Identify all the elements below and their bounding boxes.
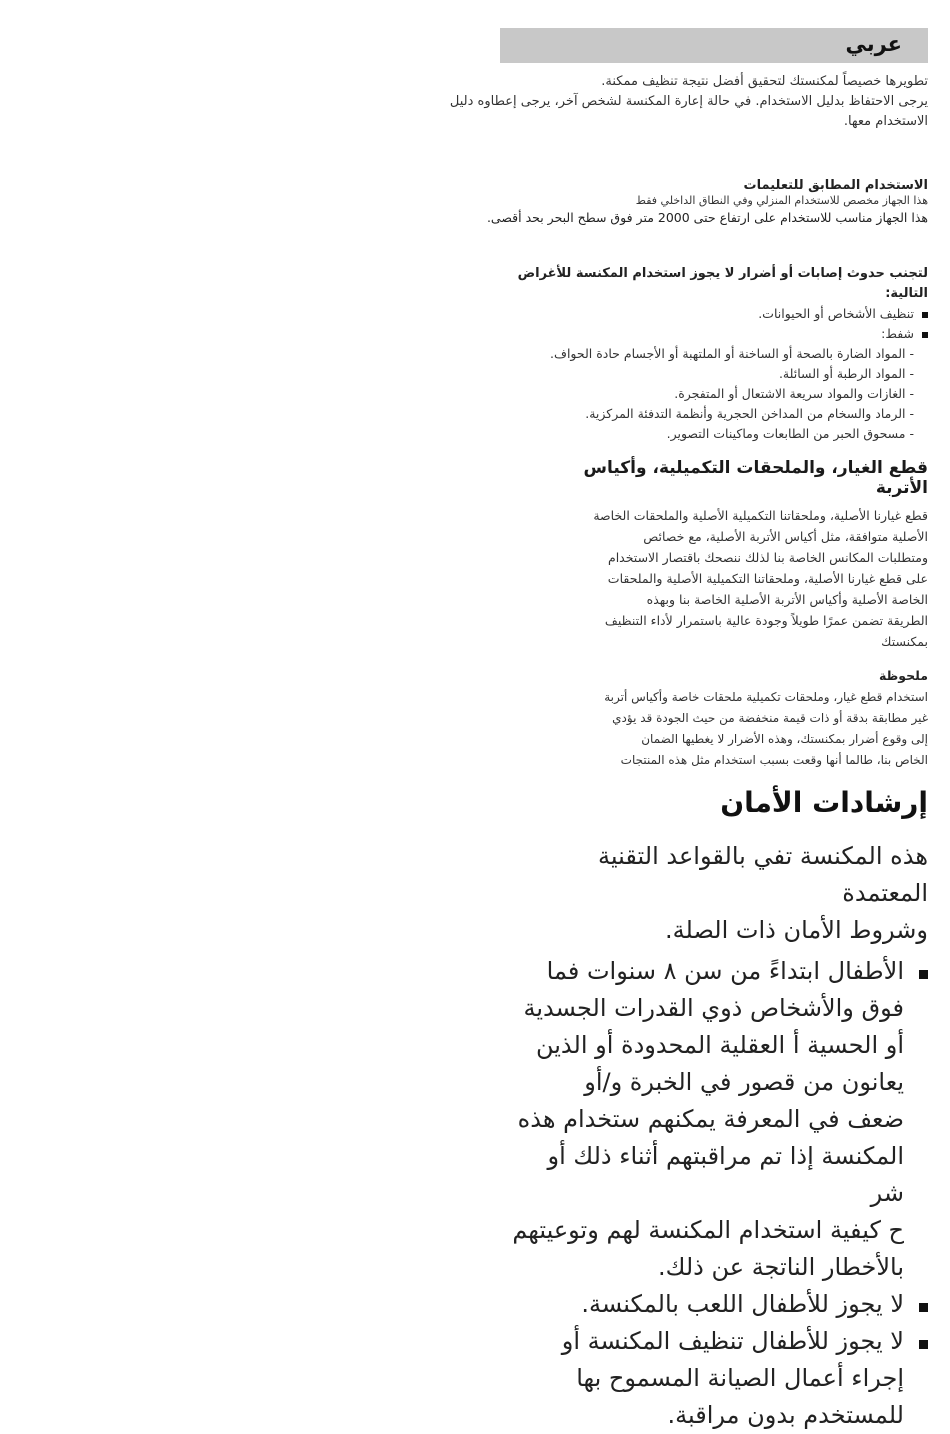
sub-list-item: - الرماد والسخام من المداخن الحجرية وأنظمة التدفئة المركزية.: [585, 406, 914, 421]
proper-use-line: هذا الجهاز مناسب للاستخدام على ارتفاع حتى 2000 متر فوق سطح البحر بحد أقصى.: [486, 210, 928, 225]
paragraph-line: وشروط الأمان ذات الصلة.: [665, 916, 928, 944]
paragraph-line: إلى وقوع أضرار بمكنستك، وهذه الأضرار لا يغطيها الضمان: [641, 732, 928, 746]
paragraph-line: الخاص بنا، طالما أنها وقعت بسبب استخدام مثل هذه المنتجات: [620, 753, 928, 767]
proper-use-heading: الاستخدام المطابق للتعليمات: [743, 178, 928, 193]
list-item: [508, 1286, 928, 1323]
paragraph-line: الخاصة الأصلية وأكياس الأتربة الأصلية الخاصة بنا وبهذه: [646, 592, 928, 607]
accessories-heading: قطع الغيار، والملحقات التكميلية، وأكياس الأتربة: [583, 458, 928, 498]
intro-line: تطويرها خصيصاً لمكنستك لتحقيق أفضل نتيجة تنظيف ممكنة.: [601, 74, 928, 89]
sub-list-item: - مسحوق الحبر من الطابعات وماكينات التصوير.: [666, 426, 914, 441]
paragraph-line: لا يجوز للأطفال تنظيف المكنسة أو: [561, 1327, 904, 1355]
paragraph-line: لا يجوز للأطفال اللعب بالمكنسة.: [581, 1290, 904, 1318]
language-header-bar: [500, 28, 928, 63]
paragraph-line: أو الحسية أ العقلية المحدودة أو الذين: [535, 1031, 904, 1059]
intro-paragraph: [428, 72, 928, 132]
prohibited-heading: لتجنب حدوث إصابات أو أضرار لا يجوز استخدام المكنسة للأغراض التالية:: [517, 266, 928, 301]
paragraph-line: المكنسة إذا تم مراقبتهم أثناء ذلك أو شر: [547, 1142, 904, 1207]
paragraph-line: بمكنستك: [881, 634, 928, 649]
paragraph-line: ح كيفية استخدام المكنسة لهم وتوعيتهم: [512, 1216, 904, 1244]
intro-line: يرجى الاحتفاظ بدليل الاستخدام. في حالة إعارة المكنسة لشخص آخر، يرجى إعطاوه دليل: [449, 94, 928, 109]
paragraph-line: فوق والأشخاص ذوي القدرات الجسدية: [523, 994, 904, 1022]
paragraph-line: يعانون من قصور في الخبرة و/أو: [584, 1068, 904, 1096]
paragraph-line: إجراء أعمال الصيانة المسموح بها: [576, 1364, 904, 1392]
paragraph-line: قطع غيارنا الأصلية، وملحقاتنا التكميلية الأصلية والملحقات الخاصة: [593, 508, 928, 523]
proper-use-section: [408, 178, 928, 227]
note-section: [528, 668, 928, 771]
list-item: [508, 1323, 928, 1434]
accessories-heading-block: [528, 458, 928, 498]
prohibited-use-section: [488, 264, 928, 444]
sub-list-item: - المواد الضارة بالصحة أو الساخنة أو الملتهبة أو الأجسام حادة الحواف.: [550, 346, 914, 361]
intro-line: الاستخدام معها.: [843, 114, 928, 129]
paragraph-line: الطريقة تضمن عمرًا طويلاً وجودة عالية باستمرار لأداء التنظيف: [604, 613, 928, 628]
paragraph-line: هذه المكنسة تفي بالقواعد التقنية المعتمدة: [598, 842, 928, 907]
paragraph-line: الأطفال ابتداءً من سن ٨ سنوات فما: [546, 957, 904, 985]
note-heading: ملحوظة: [878, 668, 928, 683]
safety-section: [508, 838, 928, 1434]
sub-list-item: - الغازات والمواد سريعة الاشتعال أو المتفجرة.: [674, 386, 914, 401]
paragraph-line: على قطع غيارنا الأصلية، وملحقاتنا التكميلية الأصلية والملحقات: [607, 571, 928, 586]
safety-intro: [508, 838, 928, 949]
accessories-paragraph: [528, 505, 928, 652]
list-item: تنظيف الأشخاص أو الحيوانات.: [488, 304, 928, 324]
list-item: شفط:: [488, 324, 928, 344]
paragraph-line: الأصلية متوافقة، مثل أكياس الأتربة الأصلية، مع خصائص: [643, 529, 928, 544]
sub-list-item: - المواد الرطبة أو السائلة.: [778, 366, 914, 381]
paragraph-line: للمستخدم بدون مراقبة.: [667, 1401, 904, 1429]
paragraph-line: ومتطلبات المكانس الخاصة بنا لذلك ننصحك باقتصار الاستخدام: [607, 550, 928, 565]
safety-heading-block: [508, 786, 928, 819]
paragraph-line: ضعف في المعرفة يمكنهم ستخدام هذه: [517, 1105, 904, 1133]
language-label: عربي: [845, 32, 902, 56]
paragraph-line: غير مطابقة بدقة أو ذات قيمة منخفضة من حيث الجودة قد يؤدي: [612, 711, 928, 725]
paragraph-line: بالأخطار الناتجة عن ذلك.: [657, 1253, 904, 1281]
safety-heading: إرشادات الأمان: [720, 786, 928, 819]
paragraph-line: استخدام قطع غيار، وملحقات تكميلية ملحقات خاصة وأكياس أتربة: [604, 690, 928, 704]
list-item: [508, 953, 928, 1286]
proper-use-line: هذا الجهاز مخصص للاستخدام المنزلي وفي النطاق الداخلي فقط: [635, 194, 928, 207]
